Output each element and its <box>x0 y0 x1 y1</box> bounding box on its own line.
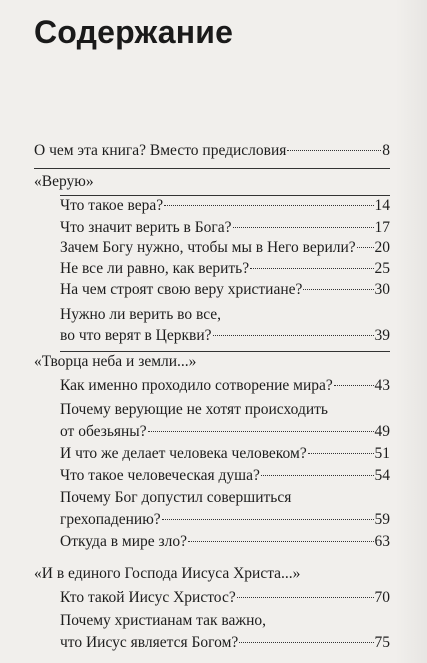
dot-leader <box>261 475 374 476</box>
toc-entry-text: Откуда в мире зло? <box>60 533 187 550</box>
toc-entry <box>60 376 390 396</box>
toc-entry <box>60 532 390 552</box>
section-title: «Верую» <box>34 173 94 190</box>
toc-entry <box>60 422 390 442</box>
toc-entry <box>60 588 390 608</box>
page-title: Содержание <box>34 14 234 50</box>
dot-leader <box>334 385 374 386</box>
toc-entry-text: Зачем Богу нужно, чтобы мы в Него верили? <box>60 239 356 256</box>
toc-entry-text: На чем строят свою веру христиане? <box>60 281 303 298</box>
toc-entry-line: Почему верующие не хотят происходить <box>60 401 328 418</box>
toc-entry-line: Почему христианам так важно, <box>60 612 267 629</box>
toc-entry-text: Что такое человеческая душа? <box>60 467 260 484</box>
toc-entry-text: от обезьяны? <box>60 423 147 440</box>
toc-entry-page: 59 <box>374 511 390 528</box>
toc-entry-page: 63 <box>374 533 390 550</box>
toc-entry-preface <box>34 141 390 161</box>
dot-leader <box>303 289 373 290</box>
dot-leader <box>357 247 374 248</box>
dot-leader <box>148 431 374 432</box>
toc-entry-text: Кто такой Иисус Христос? <box>60 589 236 606</box>
toc-entry-page: 49 <box>374 423 390 440</box>
dot-leader <box>213 335 374 336</box>
toc-entry-text: во что верят в Церкви? <box>60 327 212 344</box>
dot-leader <box>237 597 374 598</box>
toc-entry <box>60 196 390 216</box>
toc-entry <box>60 280 390 300</box>
toc-entry-page: 51 <box>374 445 390 462</box>
dot-leader <box>164 205 373 206</box>
toc-entry-text: Как именно проходило сотворение мира? <box>60 377 333 394</box>
toc-entry-text: Что значит верить в Бога? <box>60 219 232 236</box>
toc-entry-page: 43 <box>374 377 390 394</box>
toc-entry-text: Не все ли равно, как верить? <box>60 260 250 277</box>
toc-entry-text: грехопадению? <box>60 511 161 528</box>
toc-entry-text: что Иисус является Богом? <box>60 634 239 651</box>
section-divider <box>34 168 390 169</box>
toc-entry <box>60 259 390 279</box>
toc-entry-page: 25 <box>374 260 390 277</box>
toc-entry <box>60 444 390 464</box>
toc-entry <box>60 510 390 530</box>
toc-entry <box>60 238 390 258</box>
toc-entry <box>60 466 390 486</box>
section-title: «Творца неба и земли...» <box>34 353 197 370</box>
toc-entry <box>60 218 390 238</box>
toc-entry-page: 17 <box>374 219 390 236</box>
toc-entry <box>60 633 390 653</box>
toc-entry-page: 75 <box>374 634 390 651</box>
toc-entry-page: 14 <box>374 197 390 214</box>
dot-leader <box>188 541 374 542</box>
dot-leader <box>250 268 373 269</box>
dot-leader <box>162 519 374 520</box>
toc-entry-line: Почему Бог допустил совершиться <box>60 489 292 506</box>
dot-leader <box>308 453 374 454</box>
dot-leader <box>233 227 374 228</box>
toc-entry-text: О чем эта книга? Вместо предисловия <box>34 142 287 159</box>
toc-entry-line: Нужно ли верить во все, <box>60 306 222 323</box>
toc-entry-page: 39 <box>374 327 390 344</box>
toc-entry <box>60 326 390 346</box>
toc-entry-page: 70 <box>374 589 390 606</box>
toc-entry-text: И что же делает человека человеком? <box>60 445 307 462</box>
dot-leader <box>287 150 381 151</box>
toc-entry-page: 8 <box>382 142 390 159</box>
dot-leader <box>239 642 373 643</box>
section-title: «И в единого Господа Иисуса Христа...» <box>34 565 301 582</box>
toc-entry-page: 30 <box>374 281 390 298</box>
toc-entry-text: Что такое вера? <box>60 197 164 214</box>
toc-entry-page: 20 <box>374 239 390 256</box>
toc-entry-page: 54 <box>374 467 390 484</box>
facing-page-shadow <box>395 0 427 663</box>
